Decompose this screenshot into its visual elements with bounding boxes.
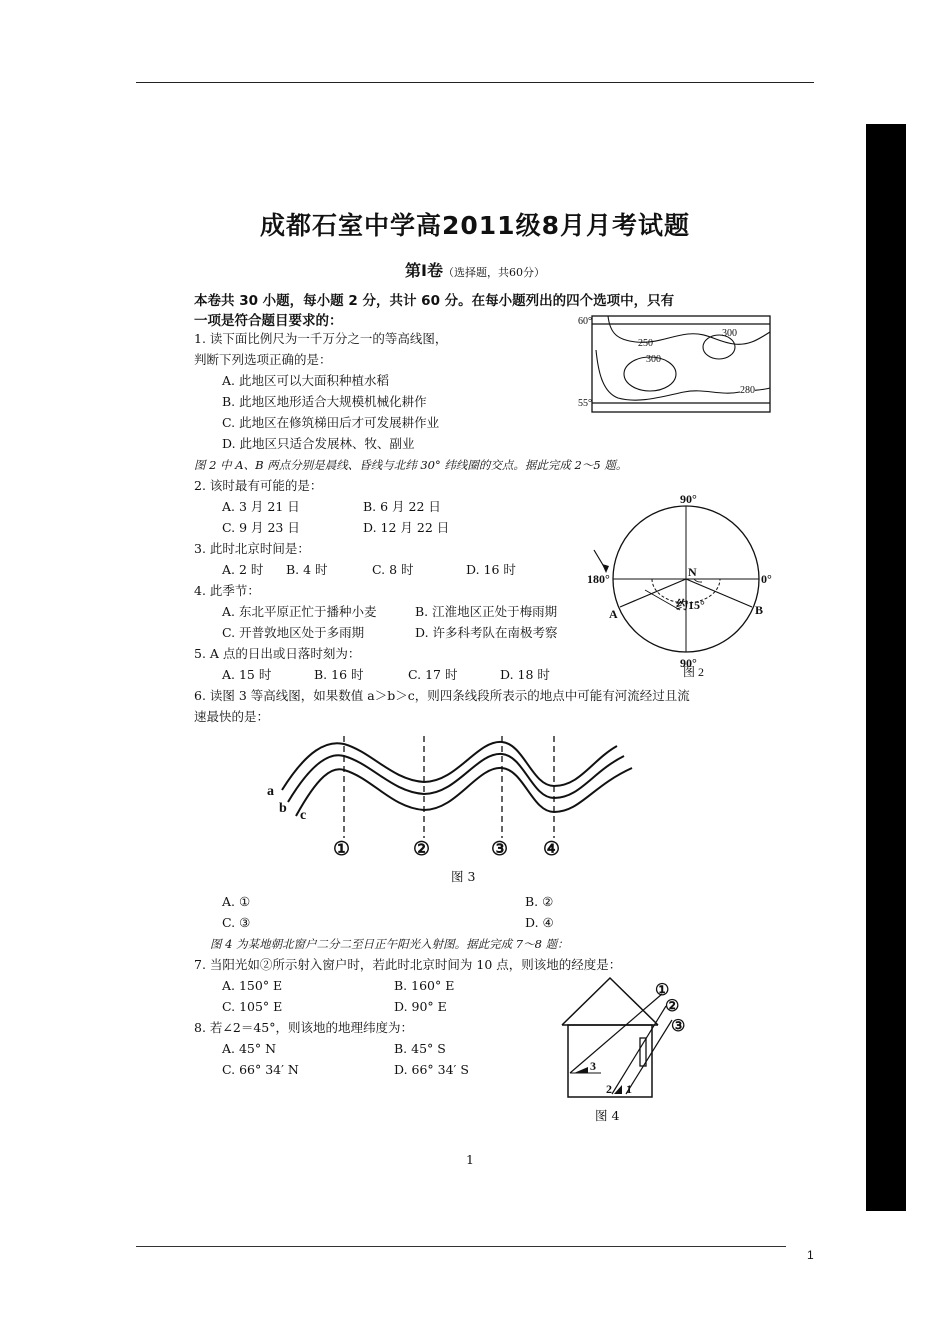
fig3-label-c: c [300,808,307,823]
q2-stem: 2. 该时最有可能的是： [194,478,323,493]
q3-option-c: C. 8 时 [372,562,414,577]
page-title: 成都石室中学高2011级8月月考试题 [260,211,690,240]
contour-b [288,754,624,802]
q1-stem-1: 1. 读下面比例尺为一千万分之一的等高线图， [194,331,448,346]
sun-ray-1 [626,1020,672,1094]
q6-option-d: D. ④ [525,915,554,930]
fig4-angle-label-2: 2 [606,1082,612,1096]
fig3-label-b: b [279,801,287,816]
q8-option-b: B. 45° S [394,1041,446,1056]
fig2-label-north-pole: N [688,565,697,579]
q6-stem-1: 6. 读图 3 等高线图，如果数值 a＞b＞c，则四条线段所表示的地点中可能有河流经过且流 [194,688,690,703]
q5-option-a: A. 15 时 [222,667,272,682]
house-roof [562,978,658,1025]
map-label-lat-55: 55° [578,398,592,409]
map-label-280: 280 [740,385,755,396]
fig2-label-angle: 约15° [676,598,705,612]
q1-option-a: A. 此地区可以大面积种植水稻 [222,373,389,388]
q4-option-c: C. 开普敦地区处于多雨期 [222,625,365,640]
q2-option-a: A. 3 月 21 日 [222,499,300,514]
q7-option-d: D. 90° E [394,999,447,1014]
q4-option-d: D. 许多科考队在南极考察 [415,625,558,640]
contour-map-figure [578,310,778,420]
fig2-label-90-top: 90° [680,492,697,506]
instructions-line-1: 本卷共 30 小题，每小题 2 分，共计 60 分。在每小题列出的四个选项中，只有 [194,293,675,309]
section-note: （选择题，共60分） [442,266,545,279]
q1-option-b: B. 此地区地形适合大规模机械化耕作 [222,394,427,409]
north-window [640,1038,646,1066]
fig4-caption: 图 4 [595,1108,620,1123]
q4-option-a: A. 东北平原正忙于播种小麦 [222,604,377,619]
map-label-300-west: 300 [646,354,661,365]
fig4-ray-label-2: ② [665,998,680,1015]
q1-option-d: D. 此地区只适合发展林、牧、副业 [222,436,415,451]
q8-stem: 8. 若∠2＝45°，则该地的地理纬度为： [194,1020,413,1035]
fig2-label-b: B [755,603,764,617]
q1-stem-2: 判断下列选项正确的是： [194,352,332,367]
fig2-caption: 图 2 [683,665,705,679]
q7-stem: 7. 当阳光如②所示射入窗户时，若此时北京时间为 10 点，则该地的经度是： [194,957,622,972]
q5-stem: 5. A 点的日出或日落时刻为： [194,646,361,661]
q3-stem: 3. 此时北京时间是： [194,541,310,556]
fig2-label-0: 0° [761,572,772,586]
fig4-ray-label-3: ③ [671,1018,686,1035]
q5-option-d: D. 18 时 [500,667,550,682]
header-rule [136,82,814,83]
q5-option-c: C. 17 时 [408,667,458,682]
section-header [0,258,950,281]
q6-stem-2: 速最快的是： [194,709,270,724]
group2-intro: 图 2 中 A、B 两点分别是晨线、昏线与北纬 30° 纬线圈的交点。据此完成 2～5 题。 [194,458,628,472]
radius-line-a [645,590,680,610]
fig3-marker-3: ③ [491,839,509,860]
q3-option-b: B. 4 时 [286,562,328,577]
q6-option-b: B. ② [525,894,554,909]
map-label-lat-60: 60° [578,316,592,327]
corner-page-number: 1 [807,1248,814,1262]
q8-option-c: C. 66° 34′ N [222,1062,299,1077]
fig2-label-a: A [609,607,618,621]
section-title: 第Ⅰ卷 [405,261,443,280]
sun-ray-3 [570,994,662,1073]
fig4-angle-label-3: 3 [590,1059,596,1073]
fig3-marker-1: ① [333,839,351,860]
footer-page-number: 1 [466,1152,474,1167]
q2-option-c: C. 9 月 23 日 [222,520,300,535]
fig2-label-180: 180° [587,572,610,586]
fig2-label-90-bottom: 90° [680,656,697,670]
q4-stem: 4. 此季节： [194,583,260,598]
fig3-caption: 图 3 [451,869,476,884]
q8-option-a: A. 45° N [222,1041,277,1056]
q8-option-d: D. 66° 34′ S [394,1062,469,1077]
contour-a [282,742,617,790]
q7-option-b: B. 160° E [394,978,455,993]
q2-option-b: B. 6 月 22 日 [363,499,441,514]
map-label-300-east: 300 [722,328,737,339]
q3-option-a: A. 2 时 [222,562,264,577]
polar-diagram-figure [590,500,780,670]
q4-option-b: B. 江淮地区正处于梅雨期 [415,604,558,619]
fig3-marker-2: ② [413,839,431,860]
contour-line-figure [262,730,642,870]
fig4-angle-label-1: 1 [626,1082,632,1096]
q6-option-a: A. ① [222,894,251,909]
fig3-marker-4: ④ [543,839,561,860]
q7-option-a: A. 150° E [222,978,283,993]
q3-option-d: D. 16 时 [466,562,516,577]
q6-option-c: C. ③ [222,915,251,930]
fig3-label-a: a [267,784,274,799]
fig4-ray-label-1: ① [655,982,670,999]
q2-option-d: D. 12 月 22 日 [363,520,450,535]
scan-edge-bar [866,124,906,1211]
group7-intro: 图 4 为某地朝北窗户二分二至日正午阳光入射图。据此完成 7～8 题： [210,937,569,951]
instructions-line-2: 一项是符合题目要求的： [194,313,343,329]
q7-option-c: C. 105° E [222,999,283,1014]
contour-250 [608,316,770,344]
map-label-250: 250 [638,338,653,349]
sun-ray-2 [612,1006,666,1094]
map-frame [592,316,770,412]
q5-option-b: B. 16 时 [314,667,364,682]
q1-option-c: C. 此地区在修筑梯田后才可发展耕作业 [222,415,440,430]
footer-rule [136,1246,786,1247]
